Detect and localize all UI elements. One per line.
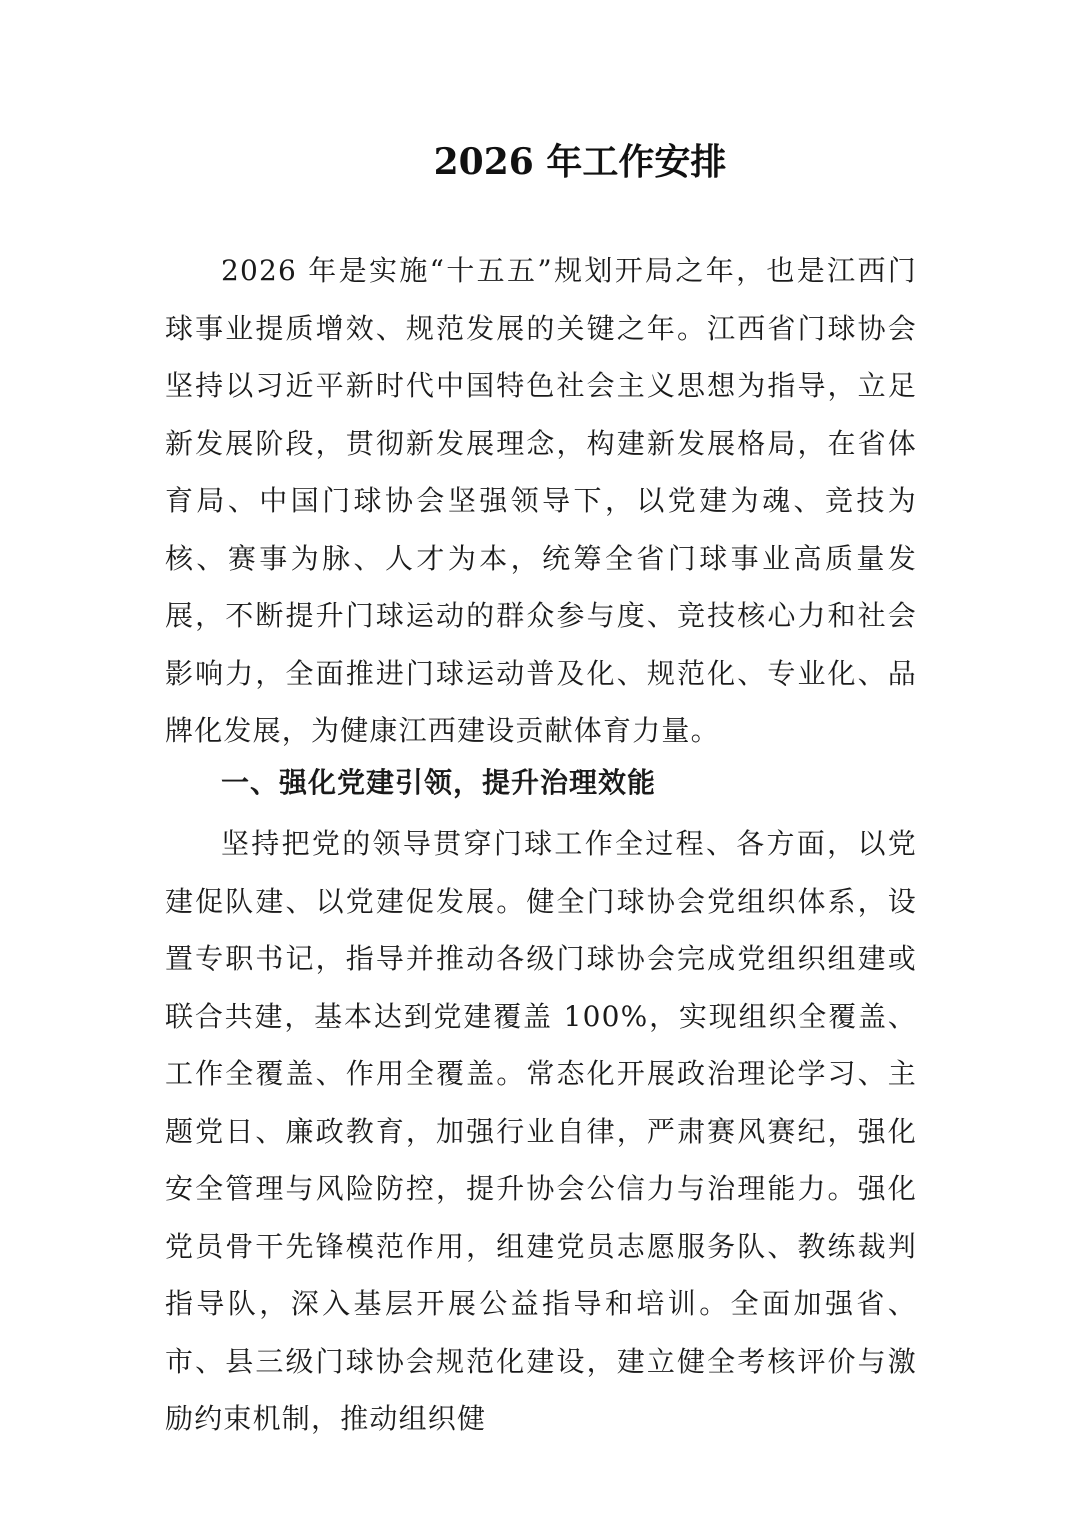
section-heading-1: 一、强化党建引领，提升治理效能 [221, 766, 657, 799]
section-paragraph-1: 坚持把党的领导贯穿门球工作全过程、各方面，以党建促队建、以党建促发展。健全门球协会党组织体系，设置专职书记，指导并推动各级门球协会完成党组织组建或联合共建，基本达到党建覆盖 100%，实现组织全覆盖、工作全覆盖、作用全覆盖。常态化开展政治理论学习、主题党日、廉政教育，加强行业自律，严肃赛风赛纪，强化安全管理与风险防控，提升协会公信力与治理能力。强化党员骨干先锋模范作用，组建党员志愿服务队、教练裁判指导队，深入基层开展公益指导和培训。全面加强省、市、县三级门球协会规范化建设，建立健全考核评价与激励约束机制，推动组织健 [165, 827, 917, 1435]
intro-paragraph: 2026 年是实施“十五五”规划开局之年，也是江西门球事业提质增效、规范发展的关键之年。江西省门球协会坚持以习近平新时代中国特色社会主义思想为指导，立足新发展阶段，贯彻新发展理念，构建新发展格局，在省体育局、中国门球协会坚强领导下，以党建为魂、竞技为核、赛事为脉、人才为本，统筹全省门球事业高质量发展，不断提升门球运动的群众参与度、竞技核心力和社会影响力，全面推进门球运动普及化、规范化、专业化、品牌化发展，为健康江西建设贡献体育力量。 [165, 254, 917, 747]
document-title: 2026 年工作安排 [433, 141, 727, 183]
